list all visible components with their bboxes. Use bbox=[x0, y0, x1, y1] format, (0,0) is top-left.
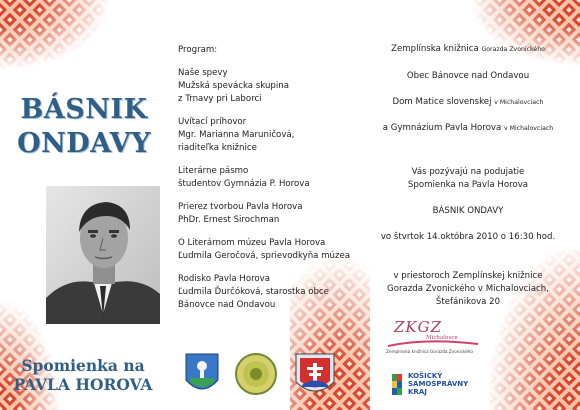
coat-of-arms-row bbox=[184, 352, 354, 398]
program-line: Ľudmila Ďurčóková, starostka obce bbox=[178, 287, 329, 297]
program-line: Mužská spevácka skupina bbox=[178, 81, 289, 91]
venue-line2: Gorazda Zvonického v Michalovciach, bbox=[387, 284, 549, 294]
municipal-crest-icon bbox=[186, 354, 218, 389]
program-item bbox=[178, 165, 354, 191]
subtitle-line1: Spomienka na bbox=[21, 356, 145, 375]
program-line: Uvítací príhovor bbox=[178, 117, 247, 127]
program-line: Ľudmila Geročová, sprievodkyňa múzea bbox=[178, 251, 351, 261]
program-line: PhDr. Ernest Sirochman bbox=[178, 215, 280, 225]
venue-line1: v priestoroch Zemplínskej knižnice bbox=[393, 271, 543, 281]
invite-line2: Spomienka na Pavla Horova bbox=[407, 180, 529, 190]
left-panel bbox=[0, 0, 168, 410]
poem-title-line2: ONDAVY bbox=[17, 128, 151, 159]
organizer-library-name: Zemplínska knižnica bbox=[391, 44, 479, 54]
program-line: z Trnavy pri Laborci bbox=[178, 94, 262, 104]
ksk-flag-icon bbox=[392, 374, 408, 396]
organizer-municipality: Obec Bánovce nad Ondavou bbox=[406, 71, 530, 81]
program-item bbox=[178, 201, 354, 227]
organizer-gymnasium-suffix: v Michalovciach bbox=[504, 125, 554, 132]
ksk-line3: KRAJ bbox=[408, 388, 427, 396]
program-line: riaditeľka knižnice bbox=[178, 143, 257, 153]
organizer-gymnasium-name: a Gymnázium Pavla Horova bbox=[382, 123, 502, 133]
round-emblem-icon bbox=[236, 354, 276, 394]
program-line: Rodisko Pavla Horova bbox=[178, 274, 271, 284]
invite-line1: Vás pozývajú na podujatie bbox=[411, 167, 525, 177]
program-panel bbox=[168, 0, 356, 410]
ksk-line1: KOŠICKÝ bbox=[408, 372, 443, 380]
ksk-line2: SAMOSPRÁVNY bbox=[408, 380, 469, 388]
program-line: Mgr. Marianna Maruničová, bbox=[178, 130, 295, 140]
organizer-library-suffix: Gorazda Zvonického bbox=[481, 46, 545, 53]
program-item bbox=[178, 116, 354, 155]
program-line: Prierez tvorbou Pavla Horova bbox=[178, 202, 303, 212]
program-line: Literárne pásmo bbox=[178, 166, 249, 176]
zkgz-caption: Zemplínska knižnica Gorazda Zvonického bbox=[386, 349, 473, 354]
invitation-panel bbox=[356, 0, 580, 410]
zkgz-logo bbox=[386, 318, 480, 358]
poem-title-line1: BÁSNIK bbox=[20, 94, 148, 125]
program-line: Bánovce nad Ondavou bbox=[178, 300, 276, 310]
zkgz-swoosh-icon bbox=[386, 340, 480, 348]
matica-crest-icon bbox=[296, 354, 334, 391]
ksk-logo bbox=[392, 372, 492, 398]
program-heading: Program: bbox=[178, 45, 218, 55]
program-line: Naše spevy bbox=[178, 68, 228, 78]
organizer-library bbox=[356, 44, 580, 54]
program-item bbox=[178, 67, 354, 106]
organizer-matica bbox=[356, 97, 580, 107]
event-title: BÁSNIK ONDAVY bbox=[432, 206, 504, 216]
organizer-matica-suffix: v Michalovciach bbox=[494, 99, 544, 106]
program-list bbox=[178, 44, 354, 322]
venue-line3: Štefánikova 20 bbox=[435, 297, 501, 307]
zkgz-logo-text: ZKGZ bbox=[394, 318, 443, 336]
program-line: O Literárnom múzeu Pavla Horova bbox=[178, 238, 326, 248]
zkgz-logo-sub: Michalovce bbox=[426, 335, 458, 341]
portrait-photo bbox=[46, 186, 160, 324]
organizer-gymnasium bbox=[356, 123, 580, 133]
program-line: študentov Gymnázia P. Horova bbox=[178, 179, 310, 189]
organizer-matica-name: Dom Matice slovenskej bbox=[392, 97, 492, 107]
subtitle-line2: PAVLA HOROVA bbox=[13, 375, 153, 394]
event-date: vo štvrtok 14.októbra 2010 o 16:30 hod. bbox=[380, 232, 556, 242]
program-item bbox=[178, 273, 354, 312]
program-item bbox=[178, 237, 354, 263]
